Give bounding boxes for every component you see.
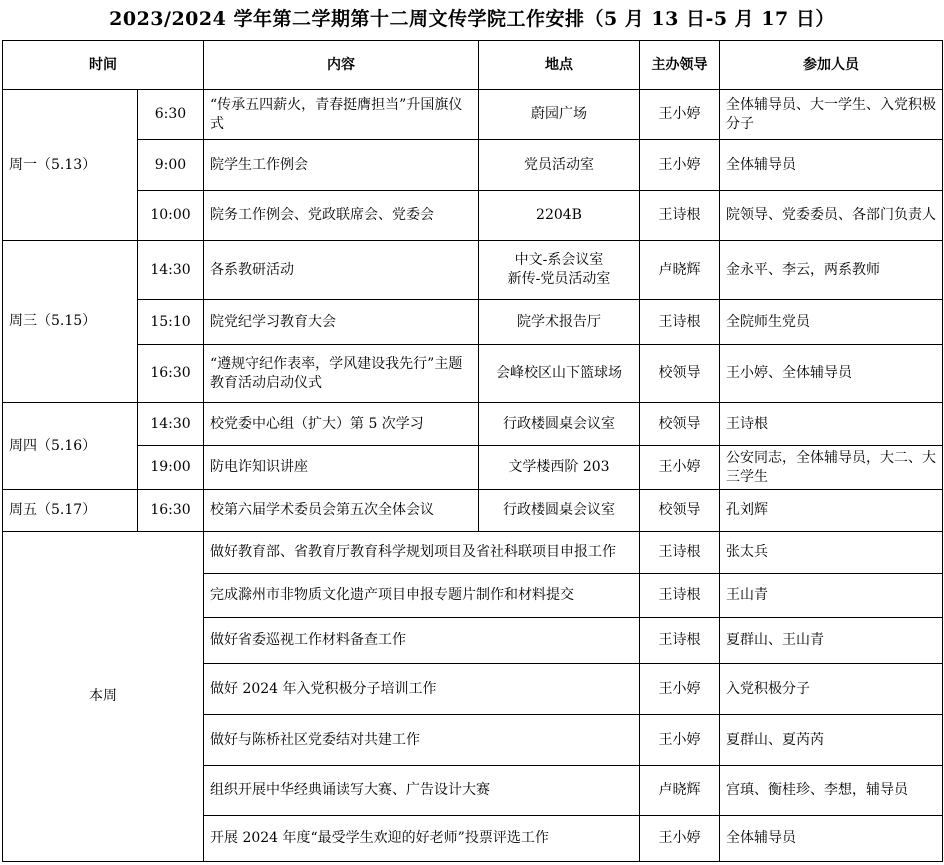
leader-cell: 王小婷 [640,715,720,766]
attendees-cell: 王山青 [720,574,943,618]
place-cell: 党员活动室 [479,140,640,191]
leader-cell: 王小婷 [640,90,720,140]
time-cell: 15:10 [138,300,204,345]
leader-cell: 王诗根 [640,191,720,241]
leader-cell: 校领导 [640,490,720,532]
leader-cell: 王小婷 [640,140,720,191]
leader-cell: 卢晓辉 [640,766,720,816]
header-place: 地点 [479,41,640,90]
content-cell: “传承五四薪火，青春挺膺担当”升国旗仪式 [204,90,479,140]
content-cell: “遵规守纪作表率，学风建设我先行”主题教育活动启动仪式 [204,345,479,403]
leader-cell: 王小婷 [640,816,720,862]
place-cell: 蔚园广场 [479,90,640,140]
content-cell: 院党纪学习教育大会 [204,300,479,345]
attendees-cell: 入党积极分子 [720,664,943,715]
attendees-cell: 孔刘辉 [720,490,943,532]
time-cell: 19:00 [138,446,204,490]
header-attendees: 参加人员 [720,41,943,90]
table-row [3,403,943,446]
time-cell: 14:30 [138,403,204,446]
time-cell: 16:30 [138,490,204,532]
attendees-cell: 王小婷、全体辅导员 [720,345,943,403]
table-row [3,191,943,241]
attendees-cell: 全体辅导员 [720,816,943,862]
leader-cell: 校领导 [640,345,720,403]
content-cell: 开展 2024 年度“最受学生欢迎的好老师”投票评选工作 [204,816,640,862]
content-cell: 组织开展中华经典诵读写大赛、广告设计大赛 [204,766,640,816]
content-cell: 做好 2024 年入党积极分子培训工作 [204,664,640,715]
leader-cell: 卢晓辉 [640,241,720,300]
time-cell: 14:30 [138,241,204,300]
header-time: 时间 [3,41,204,90]
header-content: 内容 [204,41,479,90]
leader-cell: 王小婷 [640,664,720,715]
leader-cell: 王诗根 [640,532,720,574]
attendees-cell: 全体辅导员 [720,140,943,191]
table-row [3,241,943,300]
header-row [3,41,943,90]
leader-cell: 王诗根 [640,574,720,618]
table-row [3,345,943,403]
place-cell: 中文-系会议室 新传-党员活动室 [479,241,640,300]
time-cell: 10:00 [138,191,204,241]
place-cell: 文学楼西阶 203 [479,446,640,490]
place-cell: 院学术报告厅 [479,300,640,345]
table-row [3,90,943,140]
attendees-cell: 公安同志，全体辅导员，大二、大三学生 [720,446,943,490]
attendees-cell: 金永平、李云，两系教师 [720,241,943,300]
time-cell: 6:30 [138,90,204,140]
leader-cell: 校领导 [640,403,720,446]
place-cell: 会峰校区山下篮球场 [479,345,640,403]
attendees-cell: 夏群山、王山青 [720,618,943,664]
leader-cell: 王诗根 [640,300,720,345]
content-cell: 院务工作例会、党政联席会、党委会 [204,191,479,241]
content-cell: 完成滁州市非物质文化遗产项目申报专题片制作和材料提交 [204,574,640,618]
attendees-cell: 全院师生党员 [720,300,943,345]
content-cell: 做好教育部、省教育厅教育科学规划项目及省社科联项目申报工作 [204,532,640,574]
day-cell: 周三（5.15） [3,241,138,403]
attendees-cell: 全体辅导员、大一学生、入党积极分子 [720,90,943,140]
day-cell: 周四（5.16） [3,403,138,490]
content-cell: 校党委中心组（扩大）第 5 次学习 [204,403,479,446]
attendees-cell: 宫瑱、衡桂珍、李想，辅导员 [720,766,943,816]
time-cell: 9:00 [138,140,204,191]
place-cell: 行政楼圆桌会议室 [479,490,640,532]
content-cell: 做好与陈桥社区党委结对共建工作 [204,715,640,766]
content-cell: 防电诈知识讲座 [204,446,479,490]
attendees-cell: 王诗根 [720,403,943,446]
attendees-cell: 张太兵 [720,532,943,574]
week-cell: 本周 [3,532,204,862]
leader-cell: 王诗根 [640,618,720,664]
content-cell: 做好省委巡视工作材料备查工作 [204,618,640,664]
day-cell: 周一（5.13） [3,90,138,241]
table-row [3,140,943,191]
content-cell: 校第六届学术委员会第五次全体会议 [204,490,479,532]
table-row [3,300,943,345]
schedule-table [2,40,943,862]
place-cell: 2204B [479,191,640,241]
table-row [3,490,943,532]
day-cell: 周五（5.17） [3,490,138,532]
table-row [3,446,943,490]
time-cell: 16:30 [138,345,204,403]
header-leader: 主办领导 [640,41,720,90]
content-cell: 院学生工作例会 [204,140,479,191]
leader-cell: 王小婷 [640,446,720,490]
attendees-cell: 院领导、党委委员、各部门负责人 [720,191,943,241]
content-cell: 各系教研活动 [204,241,479,300]
page-title: 2023/2024 学年第二学期第十二周文传学院工作安排（5 月 13 日-5 月 17 日） [109,8,835,30]
place-cell: 行政楼圆桌会议室 [479,403,640,446]
attendees-cell: 夏群山、夏芮芮 [720,715,943,766]
table-row [3,532,943,574]
